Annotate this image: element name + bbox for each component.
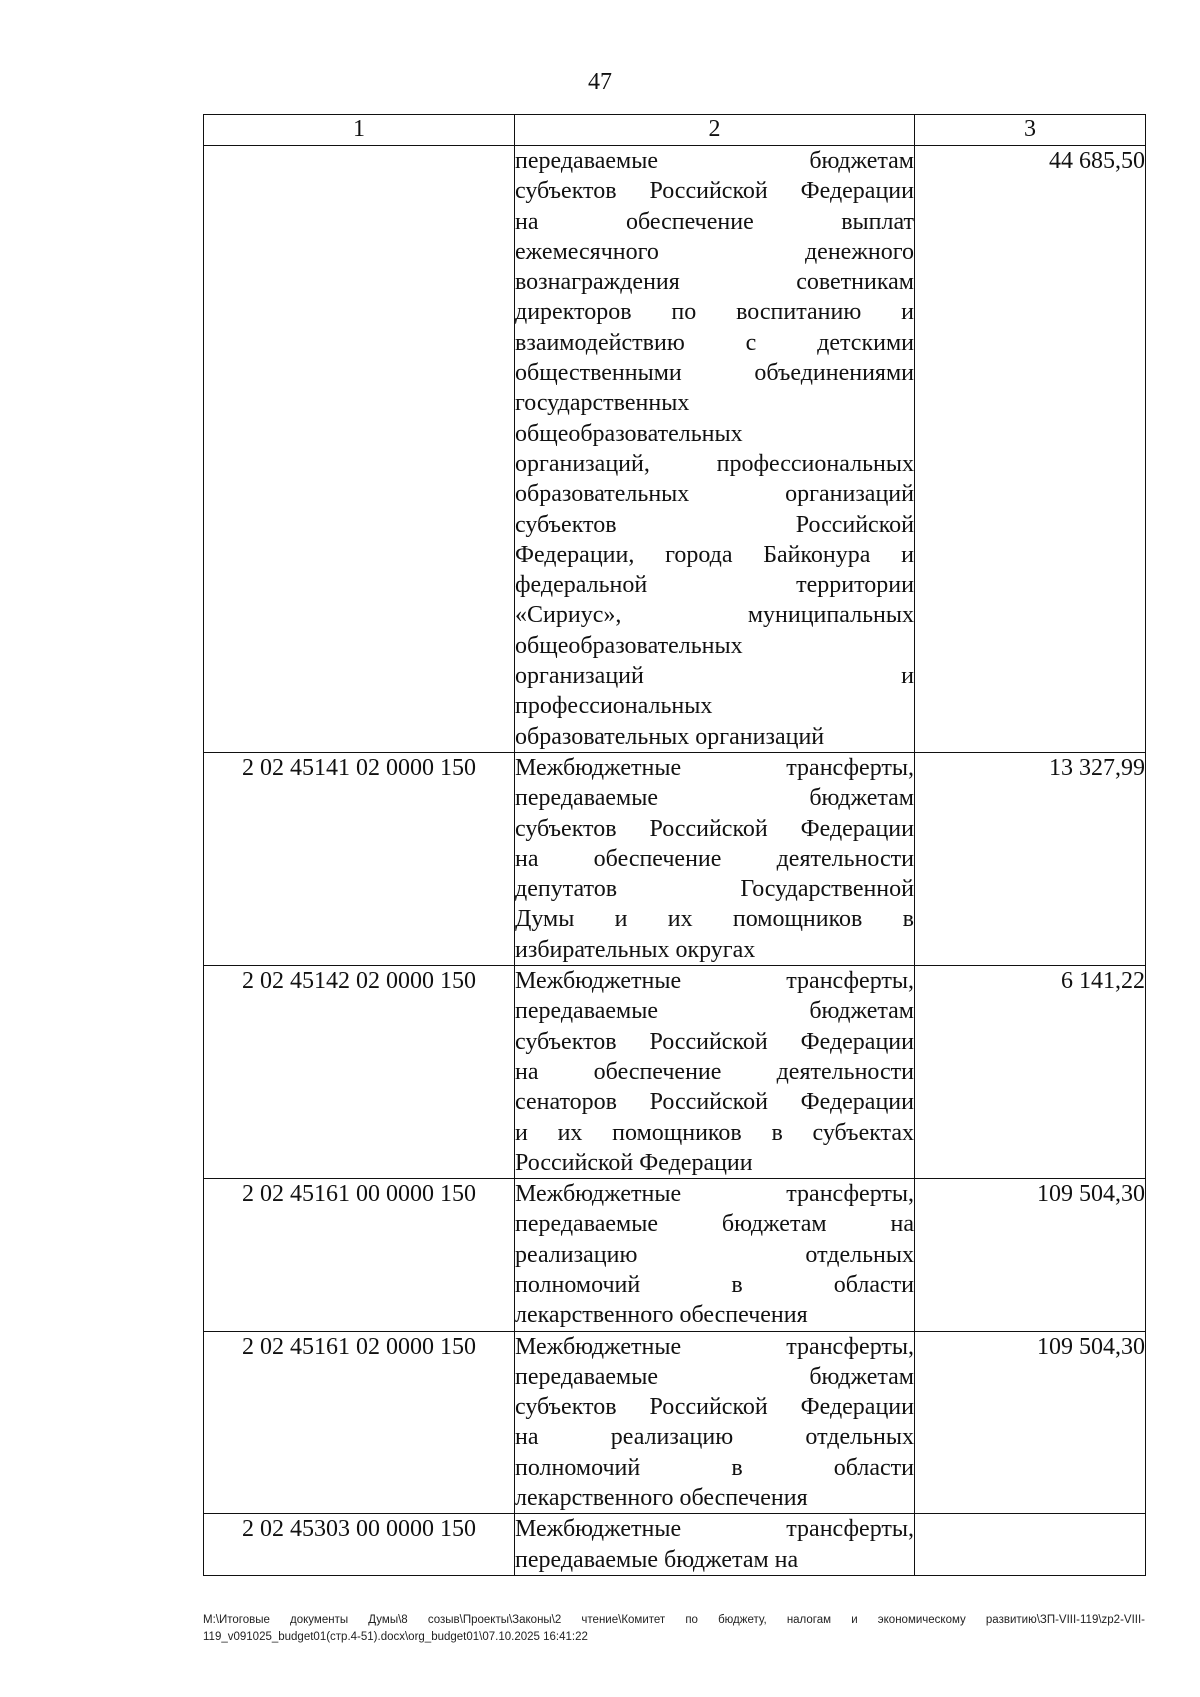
amount-cell: 13 327,99 xyxy=(915,752,1146,965)
description-line: передаваемые бюджетам на xyxy=(515,1211,914,1238)
description-line: Межбюджетные трансферты, xyxy=(515,1333,914,1360)
classification-code: 2 02 45161 02 0000 150 xyxy=(204,1331,515,1514)
description-line: Думы и их помощников в xyxy=(515,906,914,933)
description-line: Федерации, города Байконура и xyxy=(515,541,914,568)
description-line: профессиональных xyxy=(515,693,713,720)
header-cell-2: 2 xyxy=(515,115,915,146)
description-line: полномочий в области xyxy=(515,1454,914,1481)
table-row xyxy=(204,966,1146,1179)
description-cell xyxy=(515,1179,915,1331)
description-line: депутатов Государственной xyxy=(515,876,914,903)
classification-code: 2 02 45141 02 0000 150 xyxy=(204,752,515,965)
description-line: Межбюджетные трансферты, xyxy=(515,1516,914,1543)
description-line: субъектов Российской Федерации xyxy=(515,1394,914,1421)
description-line: передаваемые бюджетам xyxy=(515,148,914,174)
table-header-row xyxy=(204,115,1146,146)
description-line: передаваемые бюджетам xyxy=(515,785,914,812)
footer-line-1: M:\Итоговые документы Думы\8 созыв\Проекты\Законы\2 чтение\Комитет по бюджету, налогам и экономическому развитию\ЗП-VIII-119\zp2-VIII- xyxy=(203,1614,1145,1626)
description-line: передаваемые бюджетам xyxy=(515,998,914,1025)
description-line: лекарственного обеспечения xyxy=(515,1302,808,1329)
table-row xyxy=(204,1179,1146,1331)
description-cell xyxy=(515,146,915,753)
amount-cell: 44 685,50 xyxy=(915,146,1146,753)
table-row xyxy=(204,752,1146,965)
description-line: сенаторов Российской Федерации xyxy=(515,1089,914,1116)
classification-code xyxy=(204,146,515,753)
classification-code: 2 02 45161 00 0000 150 xyxy=(204,1179,515,1331)
amount-cell xyxy=(915,1514,1146,1576)
file-path-footer xyxy=(203,1612,1145,1646)
description-line: субъектов Российской Федерации xyxy=(515,178,914,205)
description-line: на обеспечение деятельности xyxy=(515,1058,914,1085)
footer-line-2: 119_v091025_budget01(стр.4-51).docx\org_budget01\07.10.2025 16:41:22 xyxy=(203,1631,588,1643)
description-line: федеральной территории xyxy=(515,572,914,599)
description-line: полномочий в области xyxy=(515,1271,914,1298)
description-line: и их помощников в субъектах xyxy=(515,1119,914,1146)
classification-code: 2 02 45142 02 0000 150 xyxy=(204,966,515,1179)
description-line: реализацию отдельных xyxy=(515,1241,914,1268)
description-line: вознаграждения советникам xyxy=(515,269,914,296)
header-cell-3: 3 xyxy=(915,115,1146,146)
description-line: Межбюджетные трансферты, xyxy=(515,1181,914,1208)
budget-table xyxy=(203,114,1146,1576)
description-line: субъектов Российской xyxy=(515,511,914,538)
page-number: 47 xyxy=(588,69,612,95)
table-row xyxy=(204,1514,1146,1576)
header-cell-1: 1 xyxy=(204,115,515,146)
classification-code: 2 02 45303 00 0000 150 xyxy=(204,1514,515,1576)
description-line: передаваемые бюджетам на xyxy=(515,1546,799,1573)
description-line: организаций, профессиональных xyxy=(515,450,914,477)
description-line: общеобразовательных xyxy=(515,420,743,447)
description-line: Межбюджетные трансферты, xyxy=(515,754,914,781)
description-line: «Сириус», муниципальных xyxy=(515,602,914,629)
description-line: директоров по воспитанию и xyxy=(515,299,914,326)
amount-cell: 109 504,30 xyxy=(915,1331,1146,1514)
table-row xyxy=(204,1331,1146,1514)
description-line: Российской Федерации xyxy=(515,1149,753,1176)
description-line: государственных xyxy=(515,390,690,417)
description-line: на обеспечение деятельности xyxy=(515,845,914,872)
table-row xyxy=(204,146,1146,753)
description-line: лекарственного обеспечения xyxy=(515,1485,808,1512)
description-cell xyxy=(515,1514,915,1576)
description-line: передаваемые бюджетам xyxy=(515,1363,914,1390)
description-line: субъектов Российской Федерации xyxy=(515,1028,914,1055)
description-line: образовательных организаций xyxy=(515,723,825,750)
description-line: взаимодействию с детскими xyxy=(515,329,914,356)
description-line: организаций и xyxy=(515,663,914,690)
description-line: образовательных организаций xyxy=(515,481,914,508)
description-cell xyxy=(515,752,915,965)
amount-cell: 109 504,30 xyxy=(915,1179,1146,1331)
amount-cell: 6 141,22 xyxy=(915,966,1146,1179)
description-line: на реализацию отдельных xyxy=(515,1424,914,1451)
description-line: субъектов Российской Федерации xyxy=(515,815,914,842)
description-line: Межбюджетные трансферты, xyxy=(515,968,914,995)
description-line: избирательных округах xyxy=(515,936,756,963)
description-line: общественными объединениями xyxy=(515,360,914,387)
description-line: ежемесячного денежного xyxy=(515,238,914,265)
description-line: на обеспечение выплат xyxy=(515,208,914,235)
description-cell xyxy=(515,966,915,1179)
description-cell xyxy=(515,1331,915,1514)
description-line: общеобразовательных xyxy=(515,632,743,659)
